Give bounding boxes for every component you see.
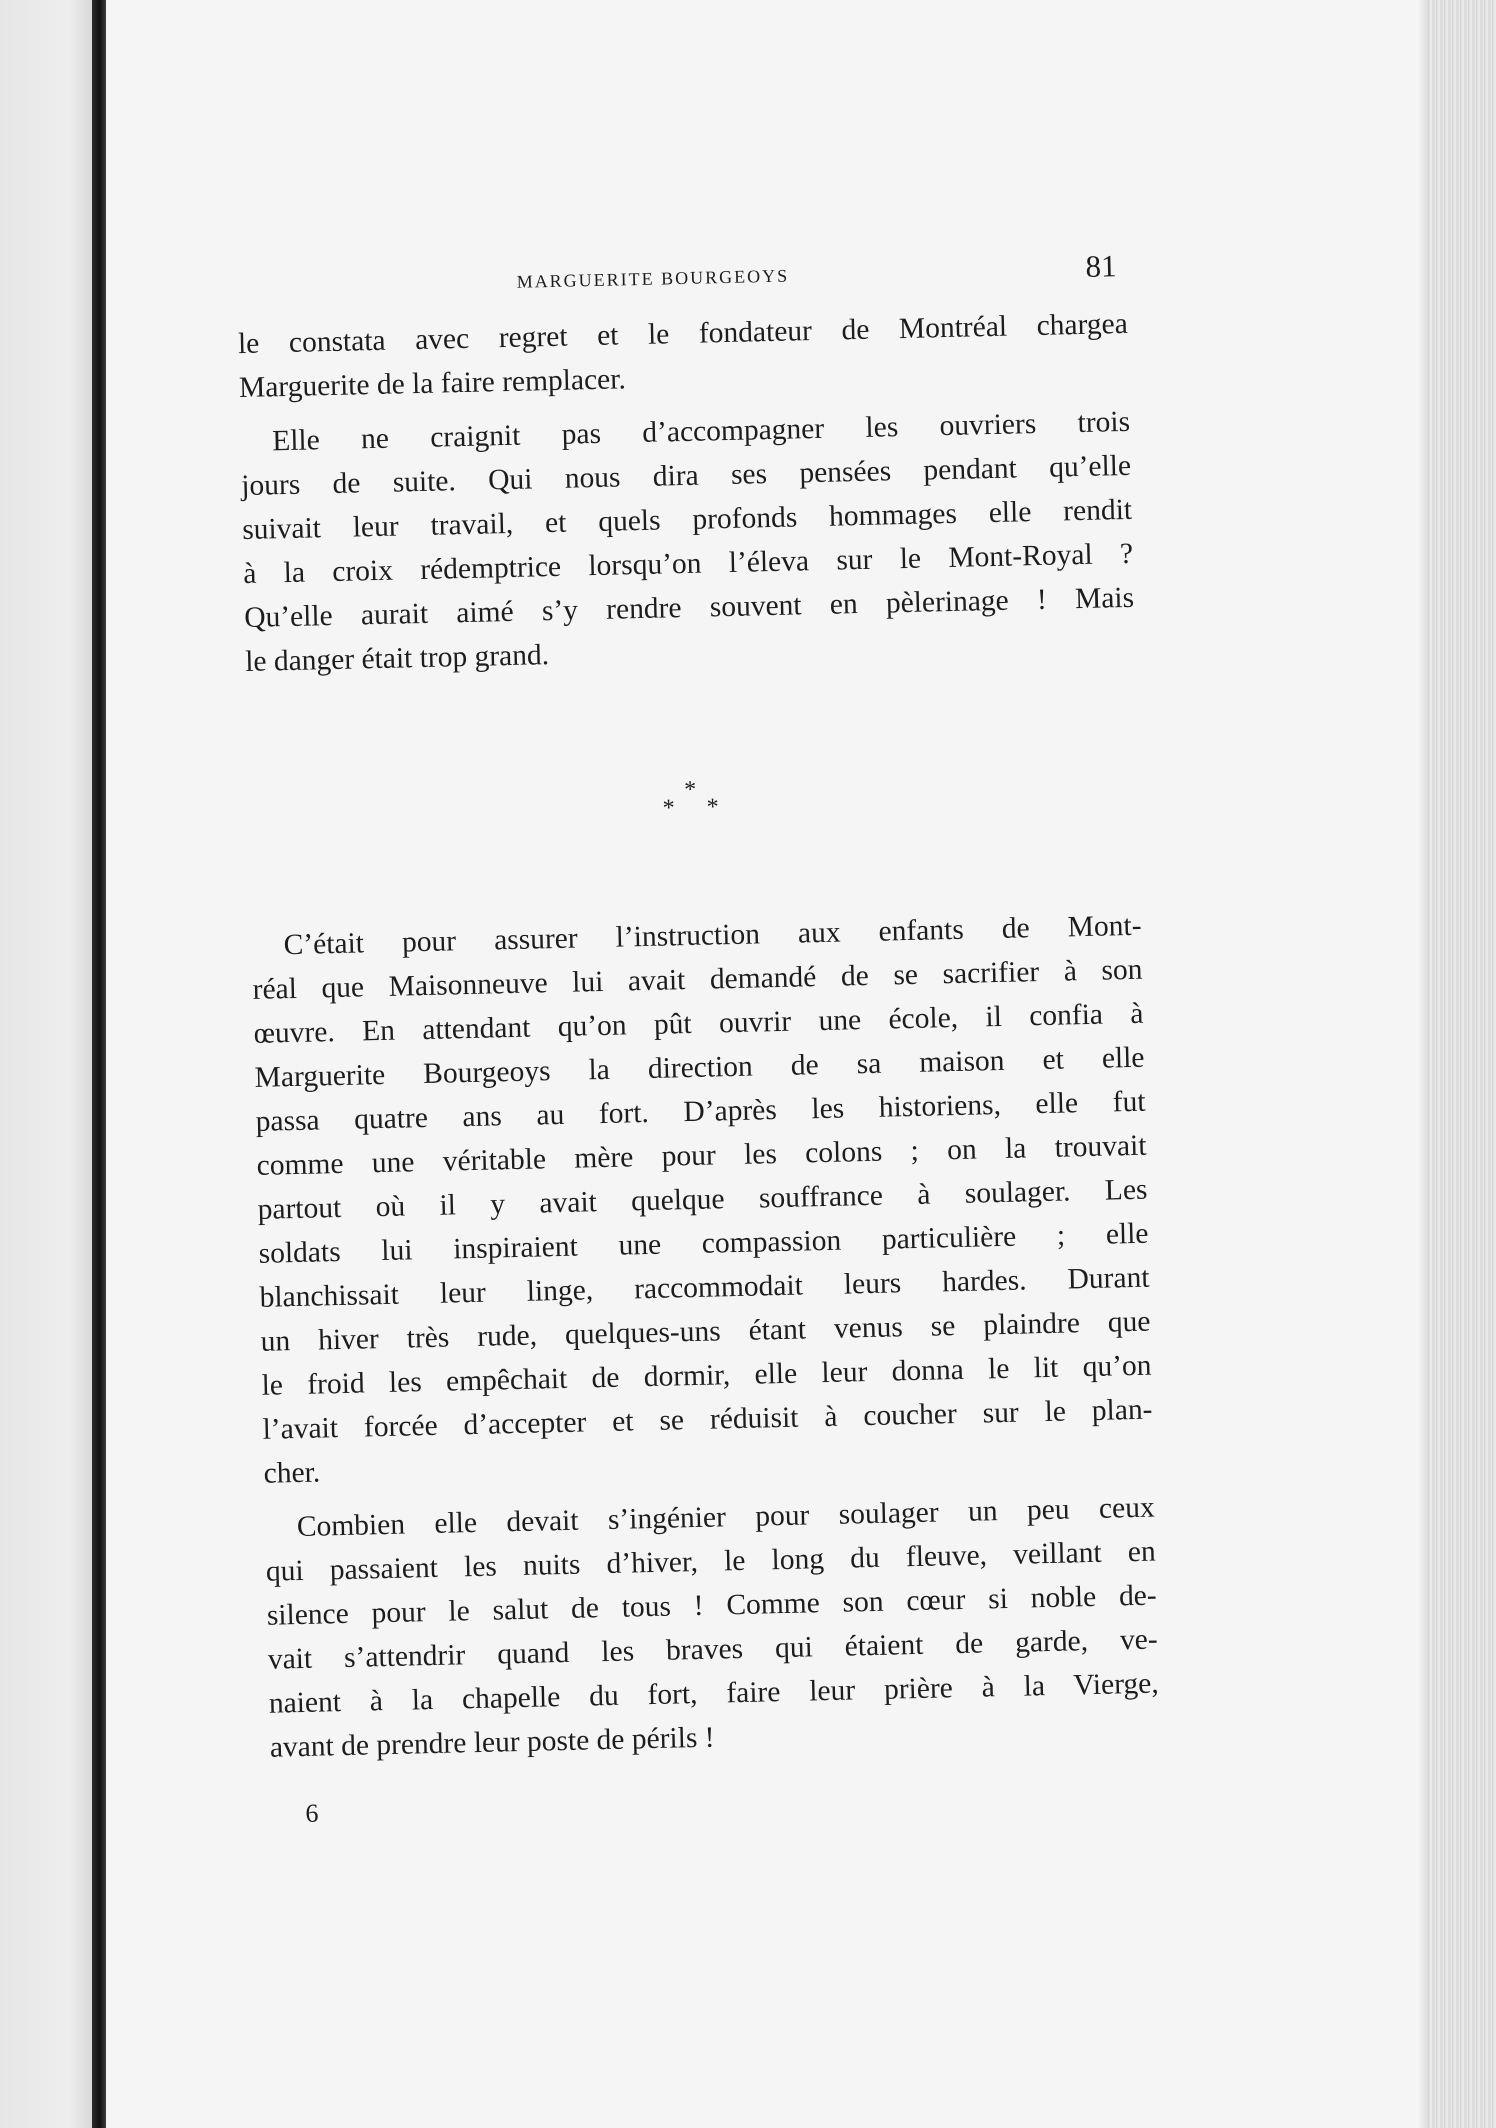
text-line: vait s’attendrir quand les braves qui étaient de garde, ve- [267,1623,1159,1676]
asterism-star: * [662,795,675,822]
text-line: un hiver très rude, quelques-uns étant venus se plaindre que [260,1305,1151,1358]
text-line: le constata avec regret et le fondateur de Montréal chargea [237,307,1129,361]
text-line: Marguerite de la faire remplacer. [238,363,627,405]
text-line: naient à la chapelle du fort, faire leur prière à la Vierge, [268,1667,1160,1720]
text-line: silence pour le salut de tous ! Comme son cœur si noble de- [266,1579,1158,1632]
text-line: C’était pour assurer l’instruction aux enfants de Mont- [283,909,1142,962]
text-line: comme une véritable mère pour les colons ; on la trouvait [256,1129,1147,1182]
text-line: soldats lui inspiraient une compassion particulière ; elle [258,1217,1149,1270]
text-line: passa quatre ans au fort. D’après les historiens, elle fut [255,1085,1146,1138]
left-facing-page-margin [0,0,92,2128]
text-line: le danger était trop grand. [244,639,550,678]
signature-mark: 6 [305,1798,319,1828]
text-line: blanchissait leur linge, raccommodait leurs hardes. Durant [259,1261,1150,1314]
page-stack-edge [1428,0,1496,2128]
asterism-star: * [706,794,719,821]
text-line: œuvre. En attendant qu’on pût ouvrir une école, il confia à [253,997,1144,1050]
text-line: Combien elle devait s’ingénier pour soulager un peu ceux [296,1491,1156,1544]
text-line: jours de suite. Qui nous dira ses pensées pendant qu’elle [240,449,1132,503]
text-block-top [238,302,1136,684]
text-line: cher. [263,1456,321,1490]
text-line: réal que Maisonneuve lui avait demandé de se sacrifier à son [252,953,1143,1006]
paragraph [264,1486,1160,1770]
text-line: avant de prendre leur poste de périls ! [269,1721,715,1764]
text-line: partout où il y avait quelque souffrance à soulager. Les [257,1173,1148,1226]
text-block-bottom [251,904,1160,1770]
book-binding [92,0,106,2128]
page-content [236,240,1161,1830]
text-line: Qu’elle aurait aimé s’y rendre souvent en pèlerinage ! Mais [243,581,1135,634]
text-line: à la croix rédemptrice lorsqu’on l’éleva sur le Mont-Royal ? [242,537,1134,591]
text-line: qui passaient les nuits d’hiver, le long du fleuve, veillant en [265,1535,1157,1588]
paragraph [251,904,1154,1496]
section-separator [246,664,1141,924]
page-number: 81 [1085,248,1117,284]
asterism-star: * [683,776,697,804]
text-line: suivait leur travail, et quels profonds hommages elle rendit [241,493,1133,547]
text-line: Elle ne craignit pas d’accompagner les ouvriers trois [271,405,1131,458]
running-title: MARGUERITE BOURGEOYS [516,265,790,292]
text-line: Marguerite Bourgeoys la direction de sa maison et elle [254,1041,1145,1094]
text-line: le froid les empêchait de dormir, elle leur donna le lit qu’on [261,1349,1152,1402]
text-line: l’avait forcée d’accepter et se réduisit à coucher sur le plan- [262,1393,1153,1446]
paragraph [240,400,1136,684]
